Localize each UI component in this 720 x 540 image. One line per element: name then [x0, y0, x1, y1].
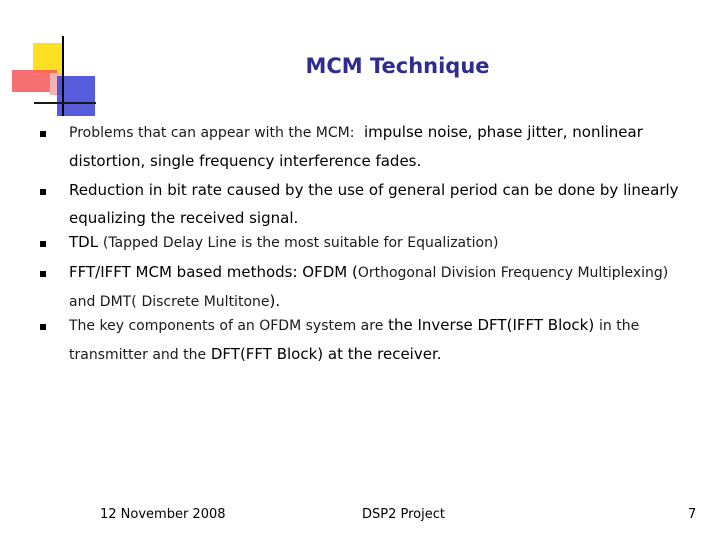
- corner-logo: [0, 0, 110, 115]
- bullet-text: [69, 258, 679, 316]
- bullet-text-part: (Tapped Delay Line is the most suitable for Equalization): [102, 235, 499, 251]
- bullet-text-part: FFT/IFFT MCM based methods: OFDM (: [69, 263, 358, 281]
- bullet-text-part: Problems that can appear with the MCM:: [69, 125, 355, 141]
- footer-project: DSP2 Project: [362, 507, 445, 522]
- slide-title: MCM Technique: [305, 54, 490, 78]
- bullet-text: [69, 176, 679, 232]
- bullet-marker: [40, 189, 46, 195]
- bullet-text-part: the Inverse DFT(IFFT Block): [388, 316, 595, 334]
- footer-page-number: 7: [688, 507, 697, 522]
- bullet-marker: [40, 324, 46, 330]
- bullet-marker: [40, 131, 46, 137]
- logo-yellow-square: [33, 43, 63, 73]
- bullet-text-part: TDL: [69, 233, 99, 251]
- bullet-text-part: Discrete Multitone: [141, 294, 270, 310]
- bullet-text-part: The key components of an OFDM system are: [69, 318, 384, 334]
- logo-vertical-line: [62, 36, 64, 116]
- bullet-text-part: ).: [269, 292, 281, 310]
- footer-date: 12 November 2008: [100, 507, 226, 522]
- logo-horizontal-line: [34, 102, 96, 104]
- bullet-text: [69, 228, 679, 257]
- bullet-text-part: Reduction in bit rate caused by the use of general period can be done by linearly equalizing the received signal.: [69, 181, 679, 227]
- bullet-text: [69, 311, 679, 369]
- bullet-marker: [40, 271, 46, 277]
- bullet-text-part: DFT(FFT Block) at the receiver.: [210, 345, 442, 363]
- bullet-marker: [40, 241, 46, 247]
- bullet-text-part: in the transmitter and the: [69, 318, 640, 363]
- bullet-text: [69, 118, 679, 175]
- bullet-text-part: Orthogonal Division Frequency Multiplexing) and DMT(: [69, 265, 669, 310]
- bullet-text-part: impulse noise, phase jitter, nonlinear distortion, single frequency interference fades.: [69, 123, 643, 170]
